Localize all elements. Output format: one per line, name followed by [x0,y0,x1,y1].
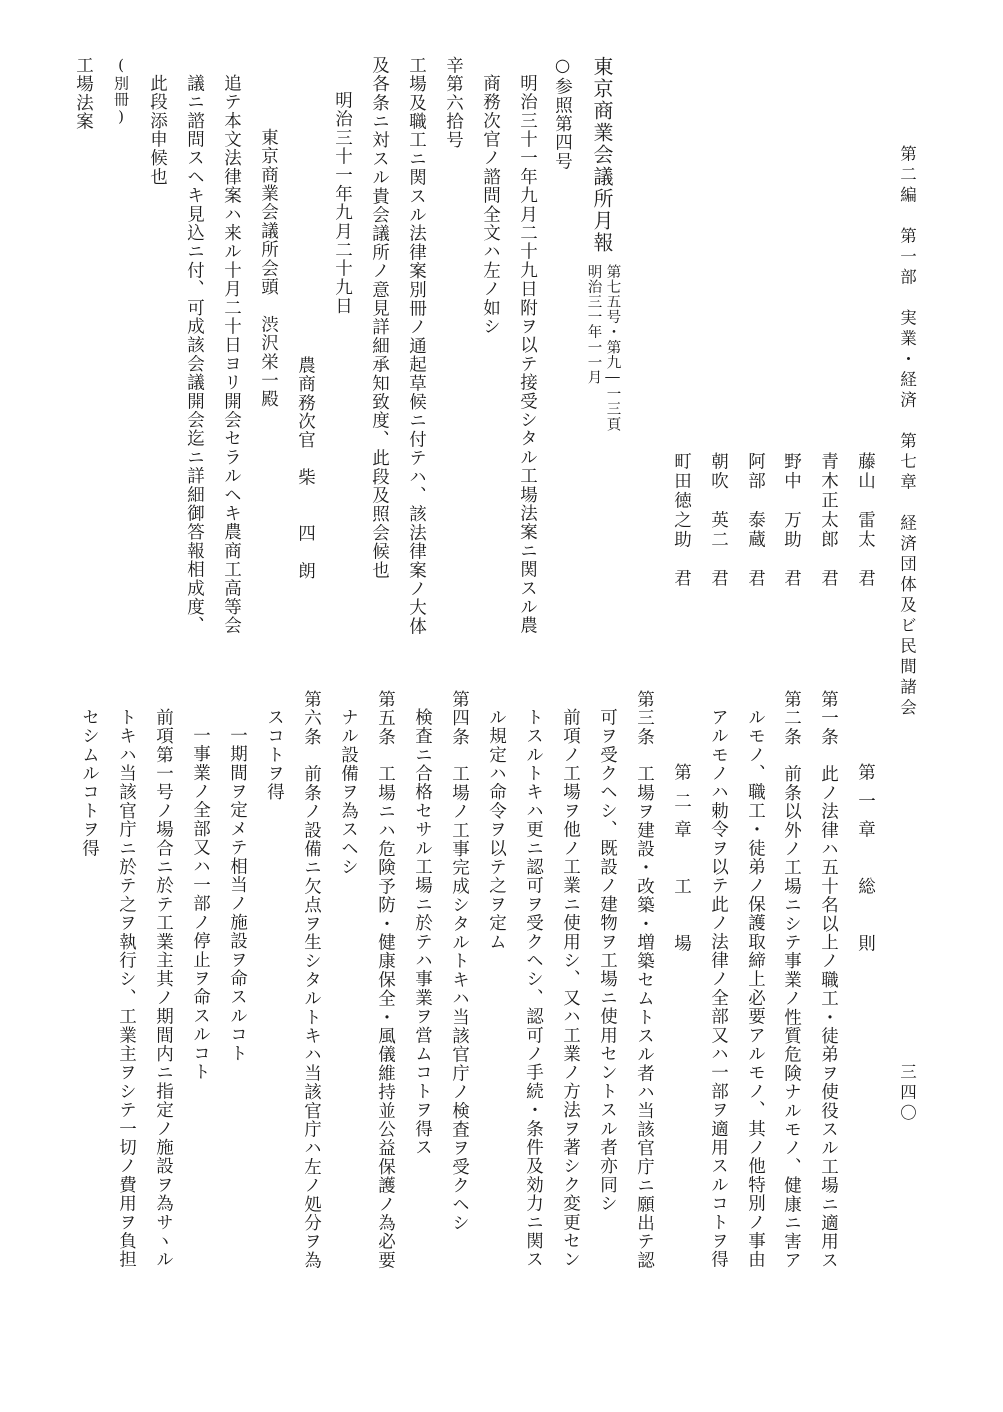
article-line: 検査ニ合格セサル工場ニ於テハ事業ヲ営ムコトヲ得ス [412,708,433,1157]
chapter-heading: 第二章 工 場 [671,763,692,963]
chapter-heading: 第一章 総 則 [855,763,876,963]
article-line: 第四条 工場ノ工事完成シタルトキハ当該官庁ノ検査ヲ受クヘシ [449,690,470,1233]
reference-date: 明治三十一年九月二十九日 [332,91,353,316]
member-suffix: 君 [671,569,692,588]
article-line: 第六条 前条ノ設備ニ欠点ヲ生シタルトキハ当該官庁ハ左ノ処分ヲ為 [301,690,322,1270]
member-name: 青木正太郎 [818,452,839,550]
member-suffix: 君 [818,569,839,588]
doc-number: 辛第六拾号 [443,56,464,150]
article-line: 第三条 工場ヲ建設・改築・増築セムトスル者ハ当該官庁ニ願出テ認 [634,690,655,1270]
postscript-line: 此段添申候也 [147,74,168,187]
postscript-line: 議ニ諮問スヘキ見込ニ付、可成該会議開会迄ニ詳細御答報相成度、 [184,74,205,635]
attachment-label: (別冊) [112,56,130,127]
page-number: 三四〇 [897,1063,917,1125]
article-line: 第二条 前条以外ノ工場ニシテ事業ノ性質危険ナルモノ、健康ニ害ア [781,690,802,1270]
member-suffix: 君 [855,569,876,588]
article-item: 一期間ヲ定メテ相当ノ施設ヲ命スルコト [227,726,248,1063]
report-issue: 第七五号・第九―一三頁 [604,264,621,432]
reference-line: 明治三十一年九月二十九日附ヲ以テ接受シタル工場法案ニ関スル農 [517,74,538,635]
article-item: 一事業ノ全部又ハ一部ノ停止ヲ命スルコト [190,726,211,1082]
article-line: セシムルコトヲ得 [79,708,100,858]
member-name: 町田徳之助 [671,452,692,550]
article-line: スコトヲ得 [264,708,285,802]
report-title: 東京商業会議所月報 [590,56,614,254]
member-name: 阿部 泰蔵 [745,452,766,550]
article-line: トキハ当該官庁ニ於テ之ヲ執行シ、工業主ヲシテ一切ノ費用ヲ負担 [116,708,137,1269]
article-line: ルモノ、職工・徒弟ノ保護取締上必要アルモノ、其ノ他特別ノ事由 [745,708,766,1269]
article-line: 第五条 工場ニハ危険予防・健康保全・風儀維持並公益保護ノ為必要 [375,690,396,1270]
article-line: 前項第一号ノ場合ニ於テ工業主其ノ期間内ニ指定ノ施設ヲ為サヽル [153,708,174,1269]
running-title: 第二編 第一部 実業・経済 第七章 経済団体及ビ民間諸会 [897,145,917,719]
reference-heading: ○参照第四号 [552,56,573,171]
member-suffix: 君 [745,569,766,588]
article-line: アルモノハ勅令ヲ以テ此ノ法律ノ全部又ハ一部ヲ適用スルコトヲ得 [708,708,729,1269]
reference-line: 商務次官ノ諮問全文ハ左ノ如シ [480,74,501,336]
member-name: 野中 万助 [781,452,802,550]
article-line: トスルトキハ更ニ認可ヲ受クヘシ、認可ノ手続・条件及効力ニ関ス [523,708,544,1269]
reference-body-line: 工場及職工ニ関スル法律案別冊ノ通起草候ニ付テハ、該法律案ノ大体 [406,56,427,636]
member-name: 藤山 雷太 [855,452,876,550]
reference-recipient: 東京商業会議所会頭 渋沢栄一殿 [258,128,279,409]
member-suffix: 君 [708,569,729,588]
article-line: ナル設備ヲ為スヘシ [338,708,359,877]
article-line: 可ヲ受クヘシ、既設ノ建物ヲ工場ニ使用セントスル者亦同シ [597,708,618,1213]
reference-body-line: 及各条ニ対スル貴会議所ノ意見詳細承知致度、此段及照会候也 [369,56,390,580]
article-line: 前項ノ工場ヲ他ノ工業ニ使用シ、又ハ工業ノ方法ヲ著シク変更セン [560,708,581,1269]
postscript-line: 追テ本文法律案ハ来ル十月二十日ヨリ開会セラルヘキ農商工高等会 [221,74,242,635]
article-line: ル規定ハ命令ヲ以テ之ヲ定ム [486,708,507,952]
article-line: 第一条 此ノ法律ハ五十名以上ノ職工・徒弟ヲ使役スル工場ニ適用ス [818,690,839,1270]
report-issue-date: 明治三一年一一月 [585,264,602,385]
member-name: 朝吹 英二 [708,452,729,550]
reference-sender: 農商務次官 柴 四 朗 [295,356,316,581]
attachment-title: 工場法案 [73,56,94,131]
member-suffix: 君 [781,569,802,588]
